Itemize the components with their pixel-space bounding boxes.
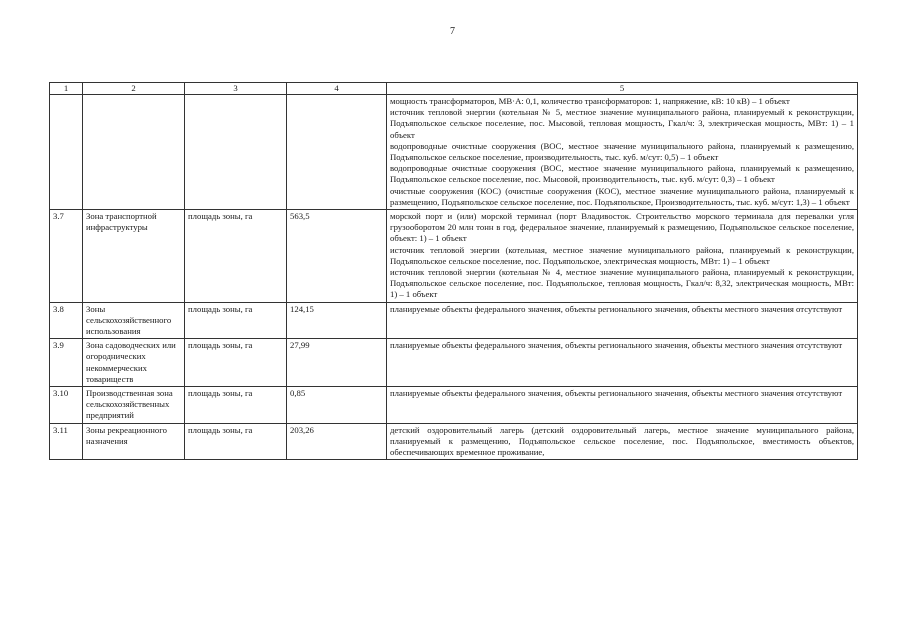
description-paragraph: источник тепловой энергии (котельная № 4, местное значение муниципального района, планируемый к реконструкции, Подъяпольское сельское поселение, пос. Подъяпольское, тепловая мощность, Гкал/ч: 8,32, электрическая мощность, МВт: 1) – 1 объект bbox=[390, 267, 854, 300]
header-col-4: 4 bbox=[287, 83, 387, 95]
row-number: 3.7 bbox=[50, 210, 83, 303]
row-number: 3.11 bbox=[50, 423, 83, 460]
header-col-1: 1 bbox=[50, 83, 83, 95]
header-col-5: 5 bbox=[387, 83, 858, 95]
parameter-name: площадь зоны, га bbox=[185, 423, 287, 460]
zone-name: Зона садоводческих или огороднических некоммерческих товариществ bbox=[83, 339, 185, 387]
table-row bbox=[50, 210, 858, 303]
description-paragraph: планируемые объекты федерального значения, объекты регионального значения, объекты местного значения отсутствуют bbox=[390, 340, 843, 351]
parameter-name: площадь зоны, га bbox=[185, 387, 287, 424]
page-number: 7 bbox=[450, 26, 455, 37]
parameter-name: площадь зоны, га bbox=[185, 210, 287, 303]
parameter-name: площадь зоны, га bbox=[185, 339, 287, 387]
description-paragraph: морской порт и (или) морской терминал (порт Владивосток. Строительство морского терминала для перевалки угля грузооборотом 20 млн тонн в год, федеральное значение, планируемый к размещению, Подъяпольское сельское поселение, объект: 1) – 1 объект bbox=[390, 211, 854, 244]
description-paragraph: детский оздоровительный лагерь (детский оздоровительный лагерь, местное значение муниципального района, планируемый к размещению, Подъяпольское сельское поселение, пос. Подъяпольское, вместимость объектов, обеспечивающих временное проживание, bbox=[390, 424, 854, 458]
zone-name: Производственная зона сельскохозяйственных предприятий bbox=[83, 387, 185, 424]
row-number: 3.8 bbox=[50, 302, 83, 339]
description-paragraph: планируемые объекты федерального значения, объекты регионального значения, объекты местного значения отсутствуют bbox=[390, 388, 843, 399]
description-paragraph: источник тепловой энергии (котельная, местное значение муниципального района, планируемый к реконструкции, Подъяпольское сельское поселение, пос. Подъяпольское, электрическая мощность, МВт: 1) – 1 объект bbox=[390, 244, 854, 266]
table-row bbox=[50, 302, 858, 339]
header-row bbox=[50, 83, 858, 95]
objects-description bbox=[387, 387, 858, 424]
zones-table bbox=[49, 82, 858, 460]
zone-name: Зона транспортной инфраструктуры bbox=[83, 210, 185, 303]
table-row bbox=[50, 387, 858, 424]
parameter-value: 203,26 bbox=[287, 423, 387, 460]
description-paragraph: планируемые объекты федерального значения, объекты регионального значения, объекты местного значения отсутствуют bbox=[390, 303, 843, 314]
parameter-value bbox=[287, 95, 387, 210]
parameter-value: 27,99 bbox=[287, 339, 387, 387]
objects-description bbox=[387, 339, 858, 387]
objects-description bbox=[387, 95, 858, 210]
parameter-name: площадь зоны, га bbox=[185, 302, 287, 339]
zone-name: Зоны сельскохозяйственного использования bbox=[83, 302, 185, 339]
description-paragraph: источник тепловой энергии (котельная № 5, местное значение муниципального района, планируемый к реконструкции, Подъяпольское сельское поселение, пос. Мысовой, тепловая мощность, Гкал/ч: 3, электрическая мощность, МВт: 1) – 1 объект bbox=[390, 107, 854, 140]
table-row bbox=[50, 339, 858, 387]
zone-name: Зоны рекреационного назначения bbox=[83, 423, 185, 460]
objects-description bbox=[387, 210, 858, 303]
parameter-value: 0,85 bbox=[287, 387, 387, 424]
table-row bbox=[50, 423, 858, 460]
row-number: 3.9 bbox=[50, 339, 83, 387]
description-paragraph: водопроводные очистные сооружения (ВОС, местное значение муниципального района, планируемый к размещению, Подъяпольское сельское поселение, пос. Мысовой, производительность, тыс. куб. м/сут: 0,3) – 1 объект bbox=[390, 163, 854, 185]
parameter-name bbox=[185, 95, 287, 210]
header-col-3: 3 bbox=[185, 83, 287, 95]
description-paragraph: водопроводные очистные сооружения (ВОС, местное значение муниципального района, планируемый к размещению, Подъяпольское сельское поселение, производительность, тыс. куб. м/сут: 0,5) – 1 объект bbox=[390, 140, 854, 163]
zone-name bbox=[83, 95, 185, 210]
objects-description bbox=[387, 302, 858, 339]
row-number: 3.10 bbox=[50, 387, 83, 424]
parameter-value: 563,5 bbox=[287, 210, 387, 303]
row-number bbox=[50, 95, 83, 210]
objects-description bbox=[387, 423, 858, 460]
parameter-value: 124,15 bbox=[287, 302, 387, 339]
table-row bbox=[50, 95, 858, 210]
description-paragraph: очистные сооружения (КОС) (очистные сооружения (КОС), местное значение муниципального района, планируемый к размещению, Подъяпольское сельское поселение, пос. Подъяпольское, Производительность, тыс. куб. м/сут: 1,3) – 1 объект bbox=[390, 185, 854, 207]
description-paragraph: мощность трансформаторов, МВ·А: 0,1, количество трансформаторов: 1, напряжение, кВ: 10 кВ) – 1 объект bbox=[390, 96, 790, 106]
header-col-2: 2 bbox=[83, 83, 185, 95]
